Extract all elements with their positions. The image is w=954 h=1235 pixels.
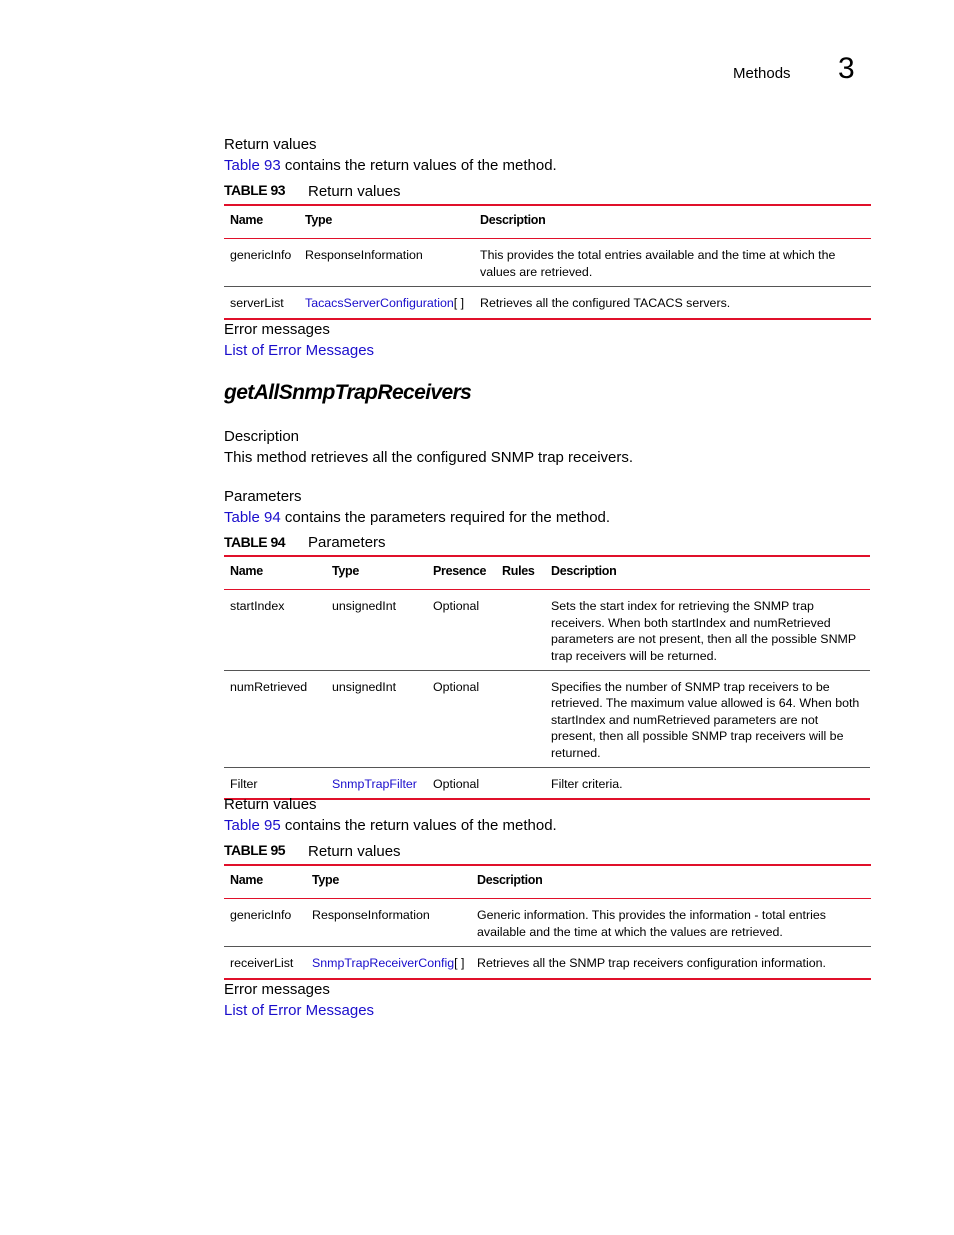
array-suffix: [ ] (454, 956, 465, 971)
table-95-caption (224, 842, 401, 860)
parameters-heading: Parameters (224, 488, 302, 505)
table-94-link[interactable]: Table 94 (224, 509, 281, 526)
description-heading: Description (224, 428, 300, 445)
type-link[interactable]: TacacsServerConfiguration (305, 296, 454, 311)
cell-presence: Optional (427, 671, 496, 768)
column-header: Rules (496, 556, 545, 590)
table-title: Return values (308, 183, 401, 200)
table-row (224, 590, 870, 671)
table-label: TABLE 93 (224, 182, 286, 198)
cell-description: This provides the total entries available and the time at which the values are retrieved. (474, 239, 871, 287)
column-header: Presence (427, 556, 496, 590)
table-label: TABLE 95 (224, 842, 286, 858)
column-header: Description (474, 205, 871, 239)
table-94 (224, 555, 870, 800)
table-row (224, 947, 871, 979)
cell-name: serverList (224, 287, 299, 319)
table-94-caption (224, 534, 386, 552)
cell-name: Filter (224, 768, 326, 800)
error-messages-heading: Error messages (224, 321, 330, 338)
cell-type: ResponseInformation (299, 239, 474, 287)
cell-rules (496, 768, 545, 800)
cell-rules (496, 590, 545, 671)
chapter-number: 3 (838, 52, 855, 85)
intro-text: contains the return values of the method. (280, 817, 557, 834)
column-header: Description (545, 556, 870, 590)
cell-presence: Optional (427, 590, 496, 671)
cell-type: ResponseInformation (306, 899, 471, 947)
table-95-link[interactable]: Table 95 (224, 817, 281, 834)
return-values-heading: Return values (224, 136, 317, 153)
cell-rules (496, 671, 545, 768)
cell-description: Retrieves all the SNMP trap receivers configuration information. (471, 947, 871, 979)
column-header: Description (471, 865, 871, 899)
cell-description: Specifies the number of SNMP trap receivers to be retrieved. The maximum value allowed is 64. When both startIndex and numRetrieved parameters are not present, then all possible SNMP trap receivers will be returned. (545, 671, 870, 768)
return-values-heading-2: Return values (224, 796, 317, 813)
column-header: Name (224, 556, 326, 590)
column-header: Type (299, 205, 474, 239)
cell-name: numRetrieved (224, 671, 326, 768)
column-header: Type (306, 865, 471, 899)
type-link[interactable]: SnmpTrapFilter (332, 777, 417, 792)
table-title: Parameters (308, 534, 386, 551)
cell-type (326, 768, 427, 800)
column-header: Type (326, 556, 427, 590)
cell-name: startIndex (224, 590, 326, 671)
cell-name: receiverList (224, 947, 306, 979)
return-values-intro (224, 157, 557, 174)
description-text: This method retrieves all the configured SNMP trap receivers. (224, 449, 634, 466)
table-title: Return values (308, 843, 401, 860)
cell-description: Sets the start index for retrieving the SNMP trap receivers. When both startIndex and numRetrieved parameters are not present, then all the possible SNMP trap receivers will be returned. (545, 590, 870, 671)
running-header-section: Methods (733, 65, 791, 82)
cell-type (299, 287, 474, 319)
error-messages-heading-2: Error messages (224, 981, 330, 998)
cell-type: unsignedInt (326, 671, 427, 768)
cell-type (306, 947, 471, 979)
table-95 (224, 864, 871, 980)
table-row (224, 768, 870, 800)
column-header: Name (224, 865, 306, 899)
table-93 (224, 204, 871, 320)
type-link[interactable]: SnmpTrapReceiverConfig (312, 956, 455, 971)
error-messages-link[interactable]: List of Error Messages (224, 342, 375, 359)
cell-description: Retrieves all the configured TACACS servers. (474, 287, 871, 319)
table-93-link[interactable]: Table 93 (224, 157, 281, 174)
cell-name: genericInfo (224, 899, 306, 947)
method-title: getAllSnmpTrapReceivers (224, 381, 472, 404)
error-messages-link-2[interactable]: List of Error Messages (224, 1002, 375, 1019)
cell-description: Generic information. This provides the information - total entries available and the time at which the values are retrieved. (471, 899, 871, 947)
cell-type: unsignedInt (326, 590, 427, 671)
table-label: TABLE 94 (224, 534, 286, 550)
cell-name: genericInfo (224, 239, 299, 287)
table-row (224, 239, 871, 287)
column-header: Name (224, 205, 299, 239)
intro-text: contains the return values of the method. (280, 157, 557, 174)
array-suffix: [ ] (453, 296, 465, 311)
return-values-intro-2 (224, 817, 557, 834)
table-row (224, 287, 871, 319)
cell-description: Filter criteria. (545, 768, 870, 800)
table-row (224, 899, 871, 947)
parameters-intro (224, 509, 610, 526)
intro-text: contains the parameters required for the method. (280, 509, 611, 526)
table-93-caption (224, 182, 401, 200)
cell-presence: Optional (427, 768, 496, 800)
table-row (224, 671, 870, 768)
